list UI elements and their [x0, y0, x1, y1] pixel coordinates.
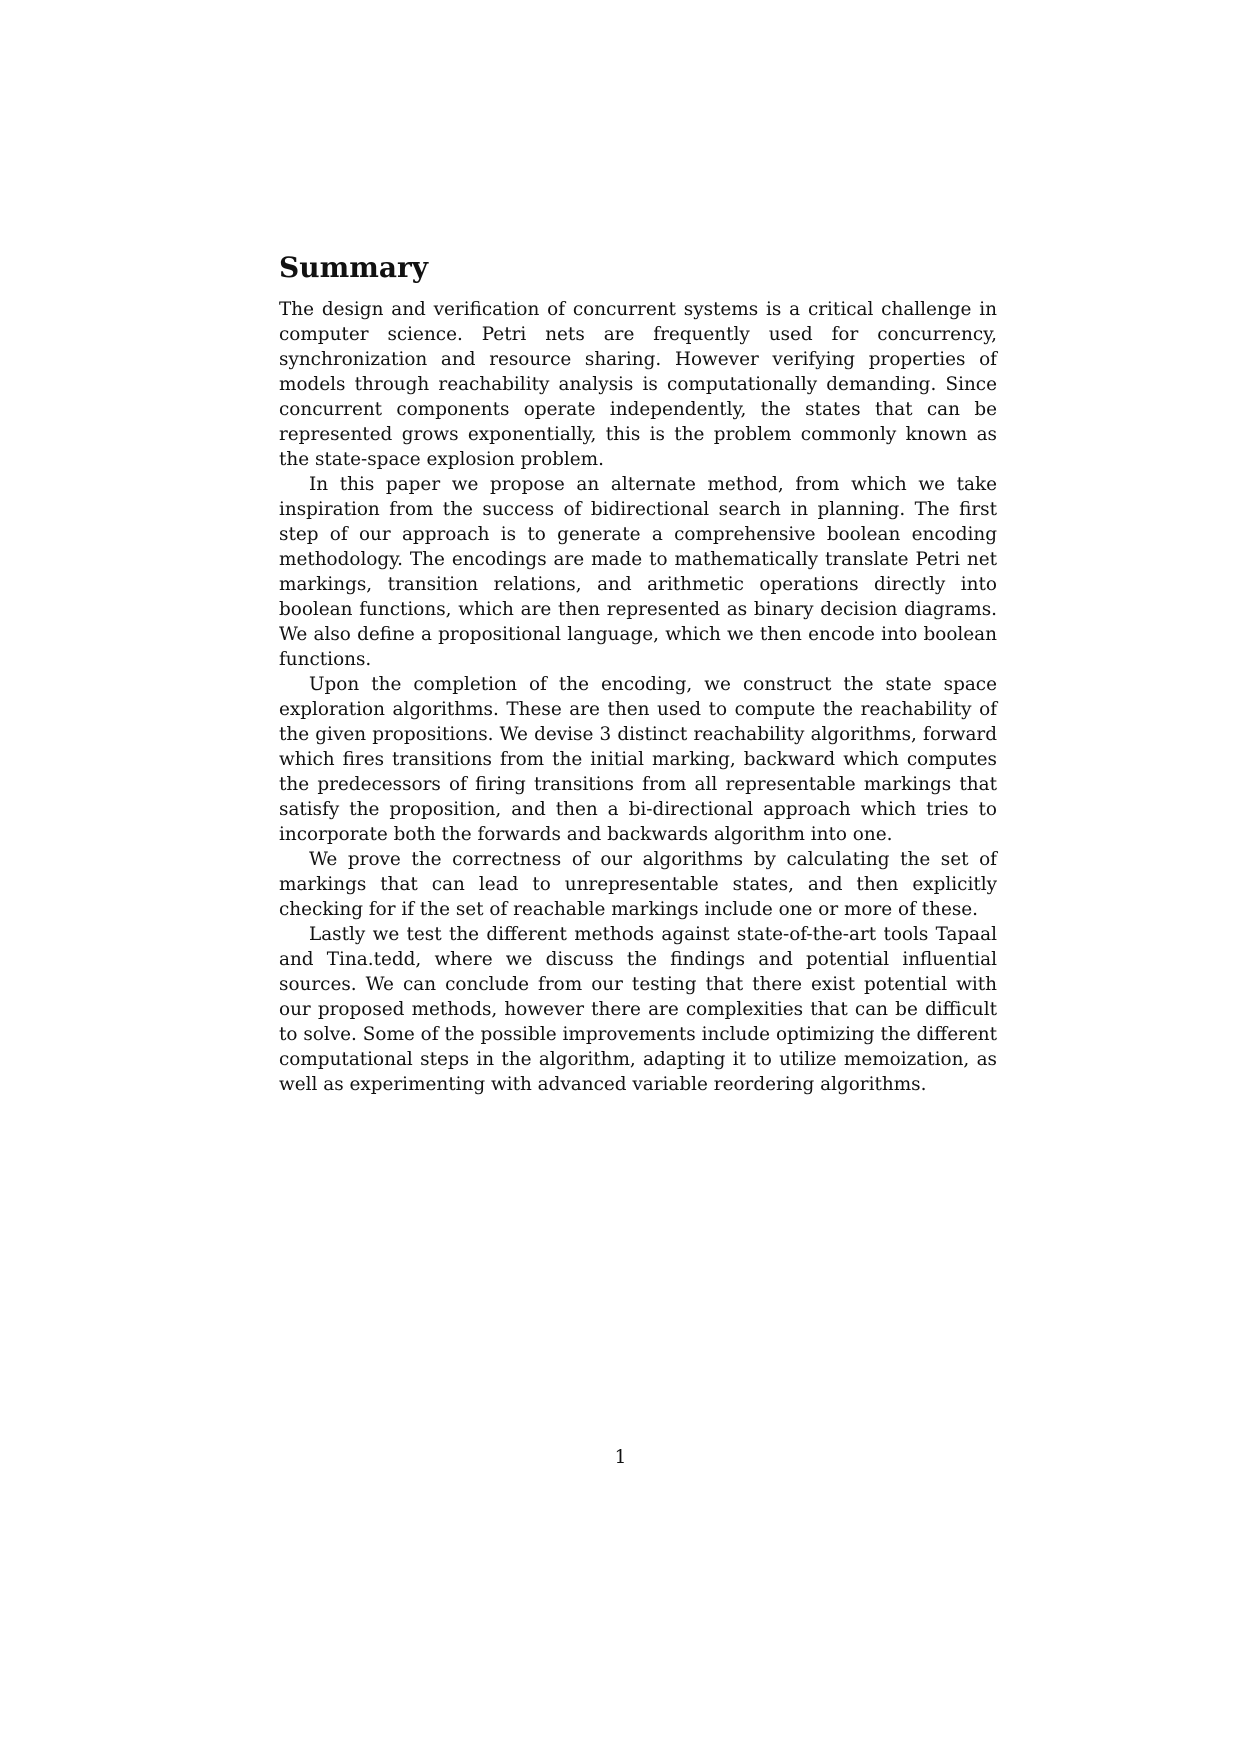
page-number: 1 — [614, 1447, 627, 1468]
paragraph-4: We prove the correctness of our algorithms by calculating the set of markings that can lead to unrepresentable states, and then explicitly checking for if the set of reachable markings include one or more of these. — [279, 849, 997, 920]
summary-section — [279, 250, 997, 1097]
paragraph-2: In this paper we propose an alternate method, from which we take inspiration from the success of bidirectional search in planning. The first step of our approach is to generate a comprehensive boolean encoding methodology. The encodings are made to mathematically translate Petri net markings, transition relations, and arithmetic operations directly into boolean functions, which are then represented as binary decision diagrams. We also define a propositional language, which we then encode into boolean functions. — [279, 474, 997, 670]
summary-body — [279, 297, 997, 1097]
paragraph-1: The design and verification of concurrent systems is a critical challenge in computer science. Petri nets are frequently used for concurrency, synchronization and resource sharing. However verifying properties of models through reachability analysis is computationally demanding. Since concurrent components operate independently, the states that can be represented grows exponentially, this is the problem commonly known as the state-space explosion problem. — [279, 299, 997, 470]
paragraph-5: Lastly we test the different methods against state-of-the-art tools Tapaal and Tina.tedd, where we discuss the findings and potential influential sources. We can conclude from our testing that there exist potential with our proposed methods, however there are complexities that can be difficult to solve. Some of the possible improvements include optimizing the different computational steps in the algorithm, adapting it to utilize memoization, as well as experimenting with advanced variable reordering algorithms. — [279, 924, 997, 1095]
section-title: Summary — [279, 251, 428, 284]
paragraph-3: Upon the completion of the encoding, we construct the state space exploration algorithms. These are then used to compute the reachability of the given propositions. We devise 3 distinct reachability algorithms, forward which fires transitions from the initial marking, backward which computes the predecessors of firing transitions from all representable markings that satisfy the proposition, and then a bi-directional approach which tries to incorporate both the forwards and backwards algorithm into one. — [279, 674, 997, 845]
